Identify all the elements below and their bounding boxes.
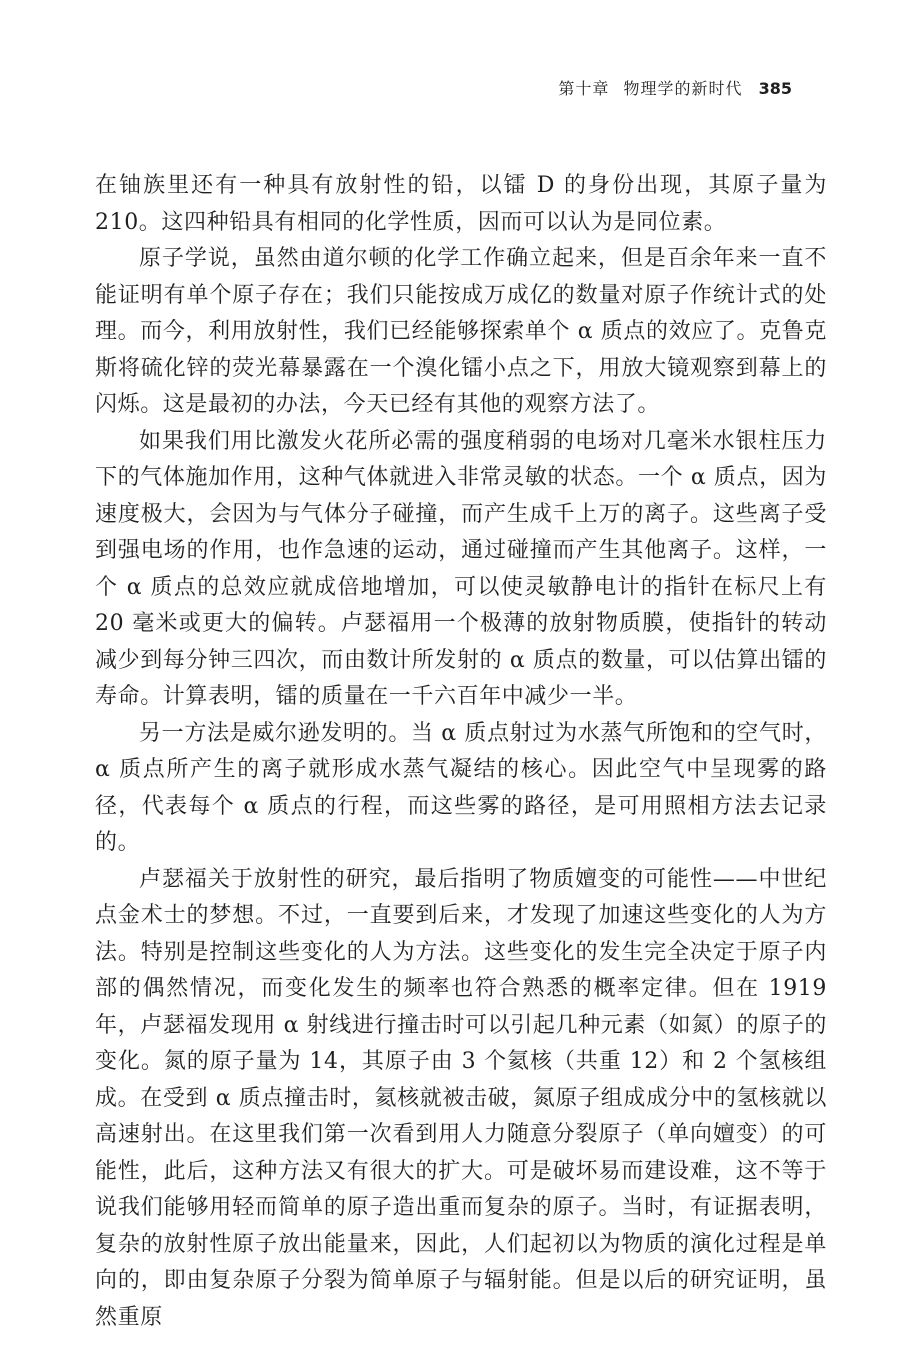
page-number: 385	[758, 79, 792, 98]
paragraph-electric-counter: 如果我们用比激发火花所必需的强度稍弱的电场对几毫米水银柱压力下的气体施加作用，这种气体就进入非常灵敏的状态。一个 α 质点，因为速度极大，会因为与气体分子碰撞，而产生成千上万的离子。这些离子受到强电场的作用，也作急速的运动，通过碰撞而产生其他离子。这样，一个 α 质点的总效应就成倍地增加，可以使灵敏静电计的指针在标尺上有 20 毫米或更大的偏转。卢瑟福用一个极薄的放射物质膜，使指针的转动减少到每分钟三四次，而由数计所发射的 α 质点的数量，可以估算出镭的寿命。计算表明，镭的质量在一千六百年中减少一半。	[95, 428, 827, 709]
paragraph-wilson-method: 另一方法是威尔逊发明的。当 α 质点射过为水蒸气所饱和的空气时，α 质点所产生的离子就形成水蒸气凝结的核心。因此空气中呈现雾的路径，代表每个 α 质点的行程，而这些雾的路径，是可用照相方法去记录的。	[95, 720, 827, 855]
paragraph-atomic-theory: 原子学说，虽然由道尔顿的化学工作确立起来，但是百余年来一直不能证明有单个原子存在；我们只能按成万成亿的数量对原子作统计式的处理。而今，利用放射性，我们已经能够探索单个 α 质点的效应了。克鲁克斯将硫化锌的荧光幕暴露在一个溴化镭小点之下，用放大镜观察到幕上的闪烁。这是最初的办法，今天已经有其他的观察方法了。	[95, 246, 827, 417]
chapter-title: 物理学的新时代	[623, 79, 743, 98]
paragraph-continued: 在铀族里还有一种具有放射性的铅，以镭 D 的身份出现，其原子量为 210。这四种铅具有相同的化学性质，因而可以认为是同位素。	[95, 173, 827, 235]
chapter-label: 第十章	[558, 79, 610, 98]
page-body	[95, 168, 827, 1336]
running-header	[0, 76, 792, 99]
paragraph-transmutation: 卢瑟福关于放射性的研究，最后指明了物质嬗变的可能性——中世纪点金术士的梦想。不过，一直要到后来，才发现了加速这些变化的人为方法。特别是控制这些变化的人为方法。这些变化的发生完全决定于原子内部的偶然情况，而变化发生的频率也符合熟悉的概率定律。但在 1919 年，卢瑟福发现用 α 射线进行撞击时可以引起几种元素（如氮）的原子的变化。氮的原子量为 14，其原子由 3 个氦核（共重 12）和 2 个氢核组成。在受到 α 质点撞击时，氦核就被击破，氮原子组成成分中的氢核就以高速射出。在这里我们第一次看到用人力随意分裂原子（单向嬗变）的可能性，此后，这种方法又有很大的扩大。可是破坏易而建设难，这不等于说我们能够用轻而简单的原子造出重而复杂的原子。当时，有证据表明，复杂的放射性原子放出能量来，因此，人们起初以为物质的演化过程是单向的，即由复杂原子分裂为简单原子与辐射能。但是以后的研究证明，虽然重原	[95, 866, 827, 1330]
